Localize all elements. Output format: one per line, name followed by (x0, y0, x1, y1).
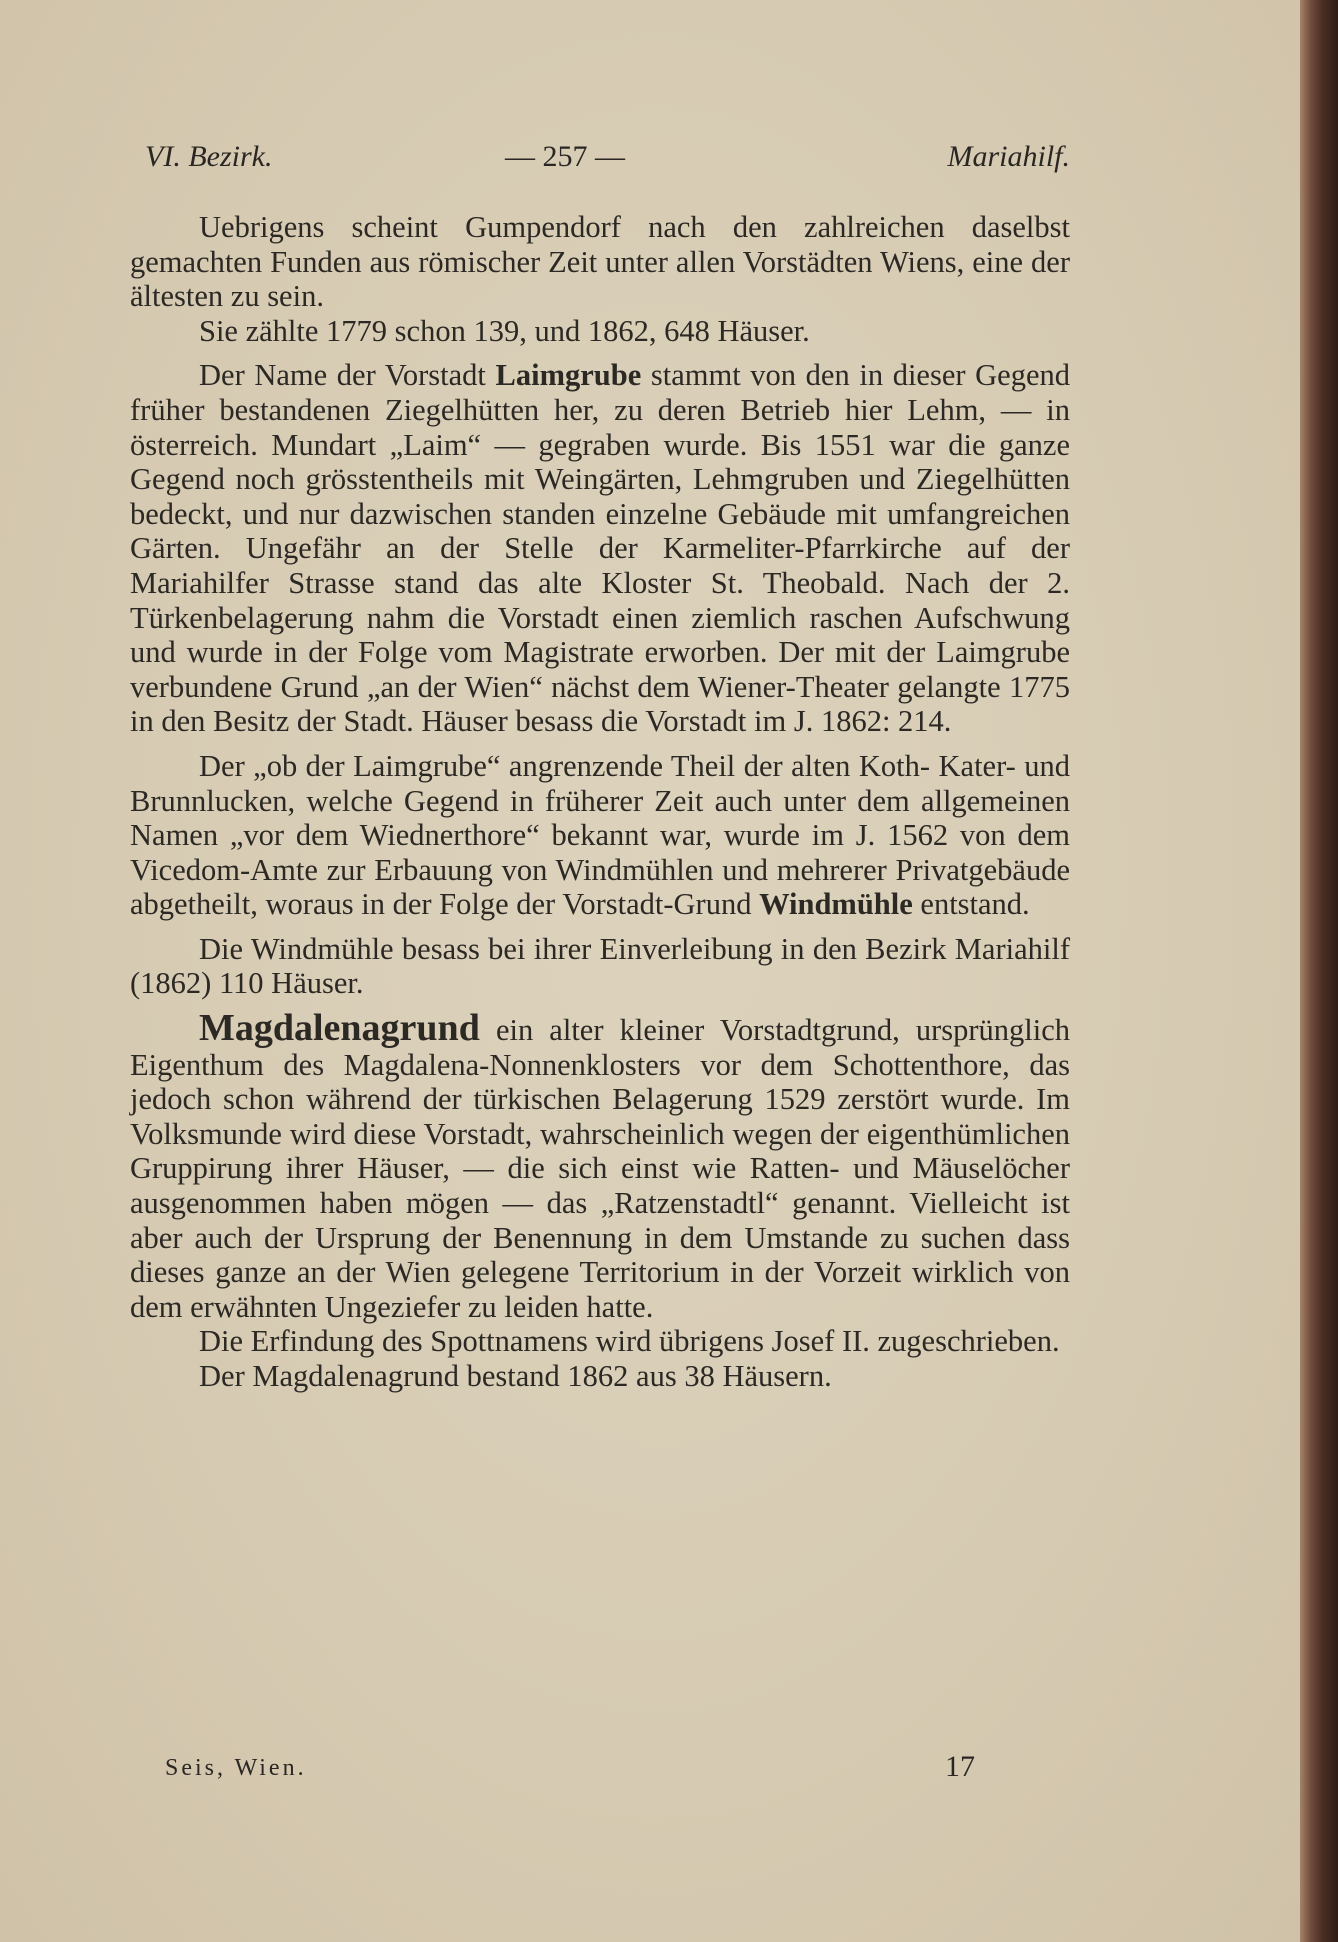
laimgrube-term: Laimgrube (495, 358, 642, 393)
paragraph-spottname: Die Erfindung des Spottnamens wird übrigens Josef II. zugeschrieben. (199, 1324, 1060, 1359)
header-page-number: — 257 — (505, 140, 625, 173)
paragraph-windmuehle-houses: Die Windmühle besass bei ihrer Einverleibung in den Bezirk Mariahilf (1862) 110 Häuser. (130, 931, 1070, 1001)
windmuehle-term: Windmühle (759, 887, 913, 922)
paragraph-windmuehle (130, 749, 1070, 922)
magdalenagrund-heading: Magdalenagrund (199, 1007, 480, 1050)
paragraph-magdalena-houses: Der Magdalenagrund bestand 1862 aus 38 Häusern. (199, 1359, 832, 1393)
page-footer (165, 1750, 975, 1795)
magdalenagrund-text: ein alter kleiner Vorstadtgrund, ursprünglich Eigenthum des Magdalena-Nonnenklosters vor dem Schottenthore, das jedoch schon während der türkischen Belagerung 1529 zerstört wurde. Im Volksmunde wird diese Vorstadt, wahrscheinlich wegen der eigenthümlichen Gruppirung ihrer Häuser, — die sich einst wie Ratten- und Mäuselöcher ausgenommen haben mögen — das „Ratzenstadtl“ genannt. Vielleicht ist aber auch der Ursprung der Benennung in dem Umstande zu suchen dass dieses ganze an der Wien gelegene Territorium in der Vorzeit wirklich von dem erwähnten Ungeziefer zu leiden hatte. (130, 1013, 1070, 1324)
laimgrube-text: stammt von den in dieser Gegend früher bestandenen Ziegelhütten her, zu deren Betrieb hier Lehm, — in österreich. Mundart „Laim“ — gegraben wurde. Bis 1551 war die ganze Gegend noch grösstentheils mit Weingärten, Lehmgruben und Ziegelhütten bedeckt, und nur dazwischen standen einzelne Gebäude mit umfangreichen Gärten. Ungefähr an der Stelle der Karmeliter-Pfarrkirche auf der Mariahilfer Strasse stand das alte Kloster St. Theobald. Nach der 2. Türkenbelagerung nahm die Vorstadt einen ziemlich raschen Aufschwung und wurde in der Folge vom Magistrate erworben. Der mit der Laimgrube verbundene Grund „an der Wien“ nächst dem Wiener-Theater gelangte 1775 in den Besitz der Stadt. Häuser besass die Vorstadt im J. 1862: 214. (130, 358, 1070, 739)
running-header (145, 140, 1070, 180)
paragraph-magdalenagrund (130, 1007, 1070, 1324)
windmuehle-intro: Der „ob der Laimgrube“ angrenzende Theil der alten Koth- Kater- und Brunnlucken, welche Gegend in früherer Zeit auch unter dem allgemeinen Namen „vor dem Wiednerthore“ bekannt war, wurde im J. 1562 von dem Vicedom-Amte zur Erbauung von Windmühlen und mehrerer Privatgebäude abgetheilt, woraus in der Folge der Vorstadt-Grund (130, 748, 1070, 922)
header-section: Mariahilf. (947, 140, 1070, 173)
page-body (130, 210, 1070, 1394)
sheet-number: 17 (945, 1750, 975, 1783)
paragraph-houses-count: Sie zählte 1779 schon 139, und 1862, 648 Häuser. (199, 313, 810, 348)
paragraph-gumpendorf: Uebrigens scheint Gumpendorf nach den zahlreichen daselbst gemachten Funden aus römischer Zeit unter allen Vorstädten Wiens, eine der ältesten zu sein. (130, 210, 1070, 314)
header-district: VI. Bezirk. (145, 140, 273, 173)
printer-signature: Seis, Wien. (165, 1755, 307, 1781)
paragraph-laimgrube (130, 358, 1070, 739)
book-binding-edge (1300, 0, 1338, 1942)
windmuehle-text: entstand. (912, 887, 1030, 922)
laimgrube-intro: Der Name der Vorstadt (199, 358, 496, 393)
